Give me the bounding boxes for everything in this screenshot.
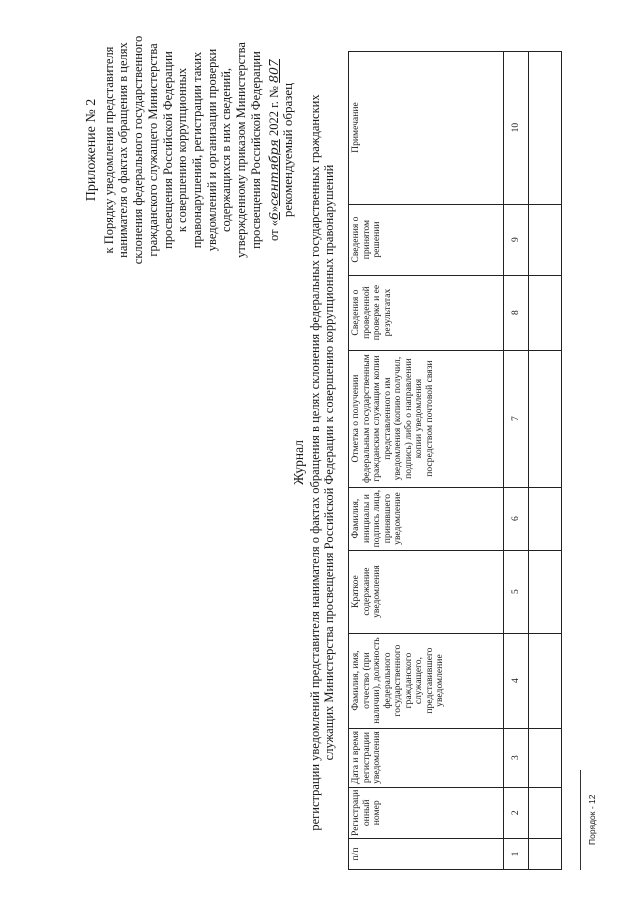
order-number: 807 <box>266 59 282 83</box>
footer-page-label: Порядок - 12 <box>587 794 597 845</box>
column-number-cell: 10 <box>504 51 529 204</box>
appendix-line: просвещения Российской Федерации <box>248 51 263 249</box>
column-number-cell: 6 <box>504 487 529 550</box>
column-number-cell: 7 <box>504 350 529 487</box>
table-number-row <box>504 51 529 869</box>
header-cell-employee: Фамилия, имя, отчество (при наличии), должность федерального государственного гражданского служащего, представившего уведомление <box>349 633 504 728</box>
journal-subtitle-line: регистрации уведомлений представителя нанимателя о фактах обращения в целях склонения федеральных государственных гражданских <box>307 94 322 831</box>
column-number-cell: 9 <box>504 204 529 275</box>
order-prefix: от « <box>267 220 282 241</box>
appendix-line: к совершению коррупционных <box>175 67 190 233</box>
journal-title: Журнал <box>291 440 306 486</box>
journal-title-block <box>292 40 337 885</box>
appendix-line: содержащихся в них сведений, <box>219 67 234 233</box>
column-number-cell: 5 <box>504 550 529 633</box>
order-month: сентября <box>266 139 282 206</box>
header-cell-inspection: Сведения о проведенной проверке и ее результатах <box>349 275 504 350</box>
sample-label: рекомендуемый образец <box>280 82 295 218</box>
header-cell-summary: Краткое содержание уведомления <box>349 550 504 633</box>
empty-cell <box>529 550 562 633</box>
appendix-line: уведомлений и организации проверки <box>204 48 219 252</box>
appendix-line: просвещения Российской Федерации <box>160 51 175 249</box>
column-number-cell: 4 <box>504 633 529 728</box>
table-empty-row <box>529 51 562 869</box>
appendix-line: склонения федерального государственного <box>131 35 146 265</box>
header-cell-registration-number: Регистраци онный номер <box>349 787 504 838</box>
header-cell-copy-receipt: Отметка о получении федеральным государственным гражданским служащим копии представленного им уведомления (копию получил, подпись) либо о направлении копии уведомления посредством почтовой связи <box>349 350 504 487</box>
empty-cell <box>529 839 562 870</box>
column-number-cell: 1 <box>504 839 529 870</box>
column-number-cell: 2 <box>504 787 529 838</box>
appendix-line: нанимателя о фактах обращения в целях <box>116 42 131 258</box>
empty-cell <box>529 204 562 275</box>
header-cell-note: Примечание <box>349 51 504 204</box>
header-cell-receiver: Фамилия, инициалы и подпись лица, принявшего уведомление <box>349 487 504 550</box>
appendix-heading <box>85 5 282 295</box>
empty-cell <box>529 51 562 204</box>
header-cell-number: п/п <box>349 839 504 870</box>
empty-cell <box>529 728 562 787</box>
order-day: 6 <box>266 212 282 221</box>
footer-divider <box>580 770 581 870</box>
appendix-line: правонарушений, регистрации таких <box>189 51 204 249</box>
appendix-line: к Порядку уведомления представителя <box>101 46 116 254</box>
empty-cell <box>529 275 562 350</box>
journal-table <box>348 51 562 870</box>
empty-cell <box>529 633 562 728</box>
empty-cell <box>529 487 562 550</box>
order-year-no: 2022 г. № <box>267 82 282 140</box>
appendix-title: Приложение № 2 <box>84 98 99 202</box>
header-cell-registration-date: Дата и время регистрации уведомления <box>349 728 504 787</box>
table-header-row <box>349 51 504 869</box>
header-cell-decision: Сведения о принятом решении <box>349 204 504 275</box>
order-mid: » <box>267 205 282 213</box>
empty-cell <box>529 350 562 487</box>
appendix-line: гражданского служащего Министерства <box>145 43 160 257</box>
appendix-line: утвержденному приказом Министерства <box>234 42 249 258</box>
column-number-cell: 3 <box>504 728 529 787</box>
empty-cell <box>529 787 562 838</box>
journal-subtitle-line: служащих Министерства просвещения Российской Федерации к совершению коррупционных правонарушений <box>322 164 336 761</box>
column-number-cell: 8 <box>504 275 529 350</box>
